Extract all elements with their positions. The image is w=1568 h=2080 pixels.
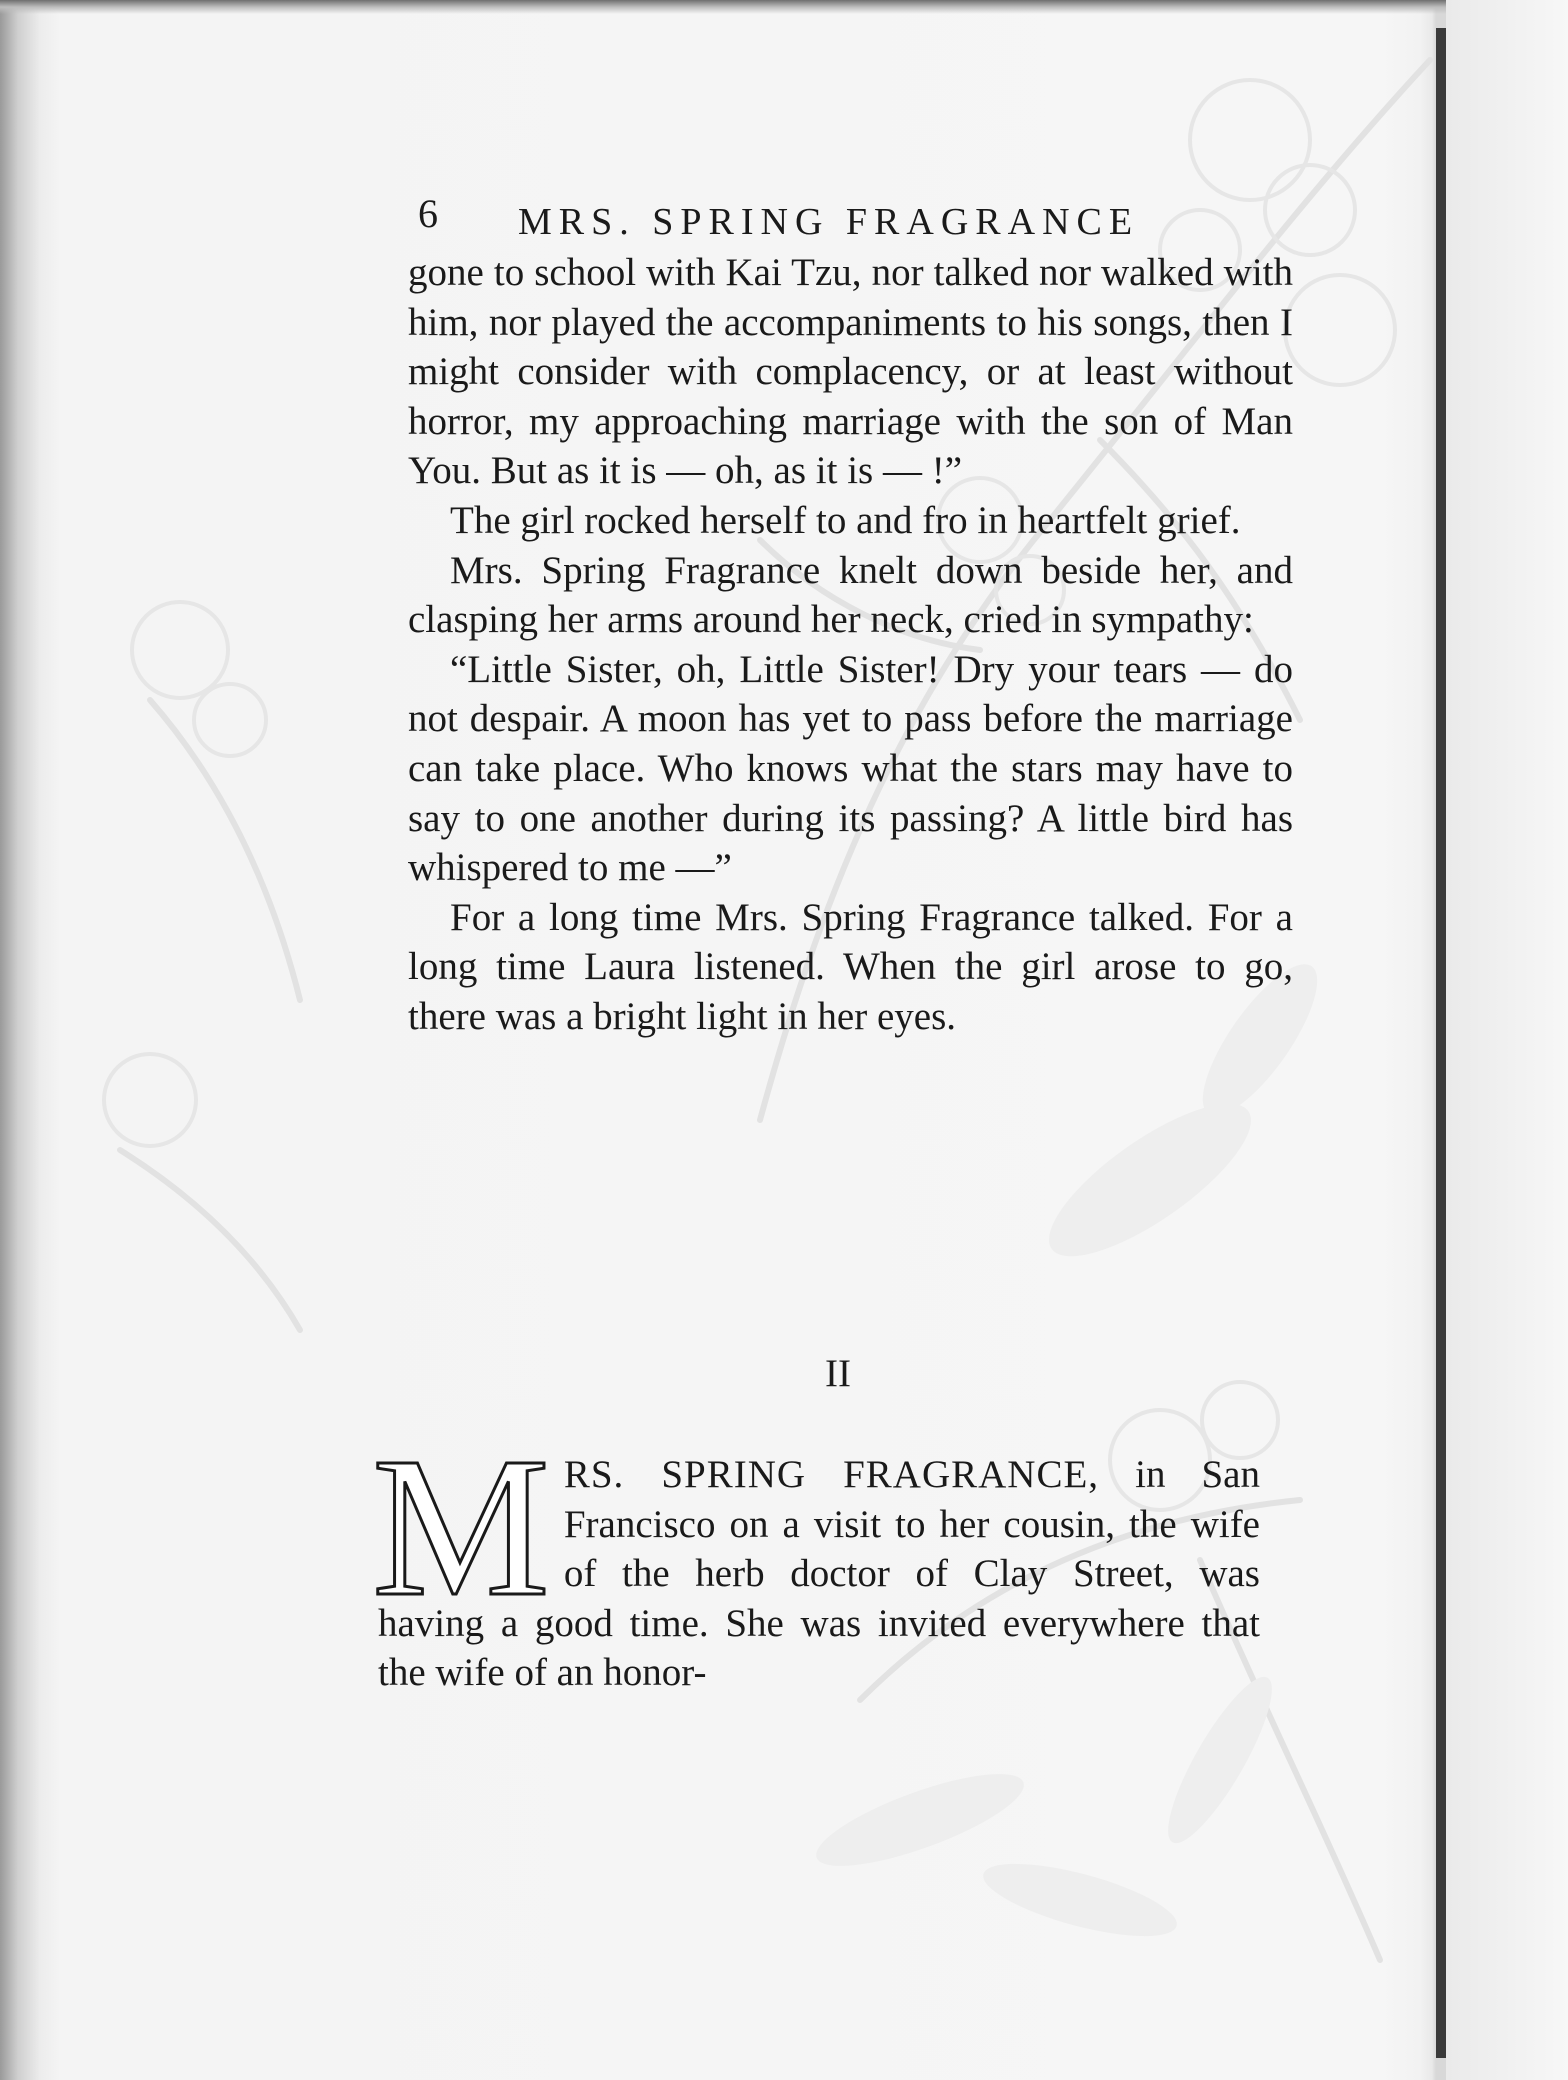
section-opening — [372, 1417, 1260, 1698]
running-head: MRS. SPRING FRAGRANCE — [518, 201, 1140, 243]
opening-text: in San Francisco on a visit to her cousin, the wife of the herb doctor of Clay Street, was having a good time. She was invited everywhere that the wife of an honor- — [378, 1453, 1260, 1695]
paragraph: The girl rocked herself to and fro in heartfelt grief. — [450, 498, 1241, 542]
page-number: 6 — [418, 191, 438, 236]
body-text — [408, 248, 1293, 1042]
paragraph: “Little Sister, oh, Little Sister! Dry your tears — do not despair. A moon has yet to pass before the marriage can take place. Who knows what the stars may have to say to one another during its passing? A little bird has whispered to me —” — [408, 647, 1293, 890]
drop-cap: M — [372, 1417, 550, 1638]
page-gutter-line — [1436, 28, 1446, 2058]
section-heading: II — [825, 1352, 851, 1395]
adjacent-page-edge — [1446, 0, 1568, 2080]
paragraph: Mrs. Spring Fragrance knelt down beside her, and clasping her arms around her neck, cried in sympathy: — [408, 548, 1293, 642]
paragraph: gone to school with Kai Tzu, nor talked nor walked with him, nor played the accompaniments to his songs, then I might consider with complacency, or at least without horror, my approaching marriage with the son of Man You. But as it is — oh, as it is — !” — [408, 251, 1293, 493]
paragraph: For a long time Mrs. Spring Fragrance talked. For a long time Laura listened. When the girl arose to go, there was a bright light in her eyes. — [408, 895, 1293, 1038]
opening-caps: RS. SPRING FRAGRANCE, — [563, 1453, 1100, 1496]
